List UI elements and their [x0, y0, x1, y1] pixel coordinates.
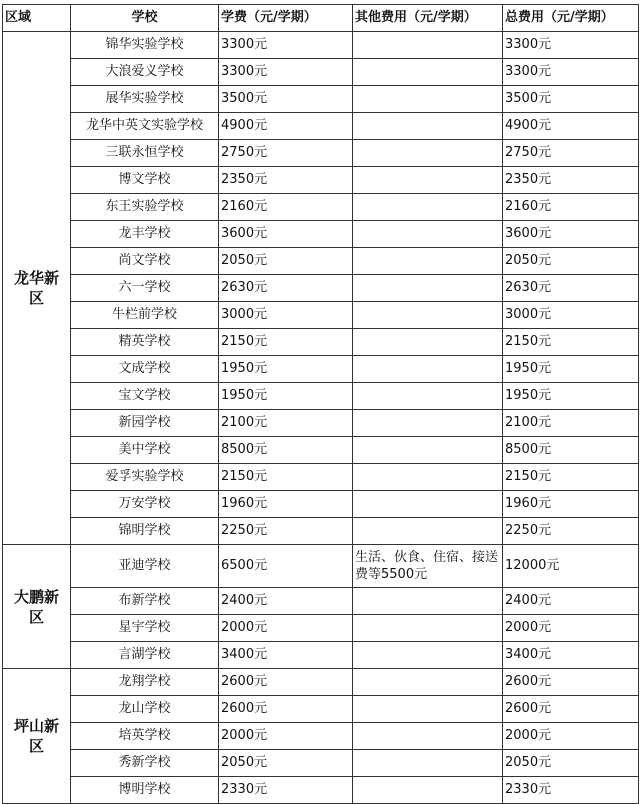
tuition-cell: 2000元	[219, 615, 353, 642]
other-fees-cell	[353, 275, 503, 302]
school-name-cell: 龙翔学校	[71, 669, 219, 696]
header-region: 区域	[3, 5, 71, 32]
tuition-cell: 2400元	[219, 588, 353, 615]
tuition-cell: 8500元	[219, 437, 353, 464]
header-other-fees: 其他费用（元/学期）	[353, 5, 503, 32]
total-fees-cell: 2050元	[503, 750, 639, 777]
tuition-cell: 3000元	[219, 302, 353, 329]
tuition-cell: 3300元	[219, 59, 353, 86]
tuition-cell: 2150元	[219, 464, 353, 491]
tuition-cell: 2600元	[219, 669, 353, 696]
total-fees-cell: 1950元	[503, 356, 639, 383]
other-fees-cell	[353, 302, 503, 329]
table-row	[3, 113, 639, 140]
other-fees-cell	[353, 588, 503, 615]
other-fees-cell	[353, 518, 503, 545]
other-fees-cell	[353, 777, 503, 804]
table-row	[3, 615, 639, 642]
total-fees-cell: 1960元	[503, 491, 639, 518]
other-fees-cell	[353, 750, 503, 777]
table-row	[3, 86, 639, 113]
other-fees-cell	[353, 167, 503, 194]
school-name-cell: 博文学校	[71, 167, 219, 194]
header-row	[3, 5, 639, 32]
other-fees-cell	[353, 32, 503, 59]
total-fees-cell: 2400元	[503, 588, 639, 615]
school-name-cell: 言湖学校	[71, 642, 219, 669]
table-row	[3, 588, 639, 615]
tuition-cell: 1950元	[219, 383, 353, 410]
table-row	[3, 383, 639, 410]
tuition-cell: 2050元	[219, 248, 353, 275]
other-fees-cell	[353, 410, 503, 437]
school-name-cell: 爱孚实验学校	[71, 464, 219, 491]
school-name-cell: 培英学校	[71, 723, 219, 750]
other-fees-cell	[353, 86, 503, 113]
tuition-cell: 6500元	[219, 545, 353, 588]
other-fees-cell	[353, 696, 503, 723]
table-row	[3, 464, 639, 491]
total-fees-cell: 3000元	[503, 302, 639, 329]
school-name-cell: 大浪爱义学校	[71, 59, 219, 86]
total-fees-cell: 4900元	[503, 113, 639, 140]
other-fees-cell	[353, 356, 503, 383]
table-row	[3, 696, 639, 723]
total-fees-cell: 2150元	[503, 464, 639, 491]
tuition-cell: 3500元	[219, 86, 353, 113]
total-fees-cell: 2000元	[503, 723, 639, 750]
table-row	[3, 669, 639, 696]
total-fees-cell: 1950元	[503, 383, 639, 410]
tuition-cell: 2100元	[219, 410, 353, 437]
school-name-cell: 尚文学校	[71, 248, 219, 275]
school-name-cell: 六一学校	[71, 275, 219, 302]
table-row	[3, 221, 639, 248]
tuition-cell: 3400元	[219, 642, 353, 669]
tuition-cell: 1960元	[219, 491, 353, 518]
other-fees-cell: 生活、伙食、住宿、接送费等5500元	[353, 545, 503, 588]
region-cell: 坪山新区	[3, 669, 71, 804]
header-tuition: 学费（元/学期）	[219, 5, 353, 32]
total-fees-cell: 2160元	[503, 194, 639, 221]
total-fees-cell: 3400元	[503, 642, 639, 669]
tuition-cell: 3600元	[219, 221, 353, 248]
school-name-cell: 龙山学校	[71, 696, 219, 723]
tuition-cell: 2350元	[219, 167, 353, 194]
other-fees-cell	[353, 464, 503, 491]
total-fees-cell: 3600元	[503, 221, 639, 248]
school-name-cell: 锦华实验学校	[71, 32, 219, 59]
other-fees-cell	[353, 329, 503, 356]
table-row	[3, 167, 639, 194]
school-name-cell: 精英学校	[71, 329, 219, 356]
total-fees-cell: 2330元	[503, 777, 639, 804]
tuition-cell: 2160元	[219, 194, 353, 221]
other-fees-cell	[353, 723, 503, 750]
total-fees-cell: 2630元	[503, 275, 639, 302]
table-row	[3, 491, 639, 518]
table-row	[3, 32, 639, 59]
table-row	[3, 194, 639, 221]
other-fees-cell	[353, 113, 503, 140]
total-fees-cell: 2150元	[503, 329, 639, 356]
tuition-cell: 3300元	[219, 32, 353, 59]
table-row	[3, 750, 639, 777]
tuition-cell: 2150元	[219, 329, 353, 356]
table-row	[3, 437, 639, 464]
table-row	[3, 248, 639, 275]
school-name-cell: 东王实验学校	[71, 194, 219, 221]
region-cell: 龙华新区	[3, 32, 71, 545]
table-row	[3, 410, 639, 437]
school-name-cell: 美中学校	[71, 437, 219, 464]
tuition-cell: 2000元	[219, 723, 353, 750]
school-name-cell: 亚迪学校	[71, 545, 219, 588]
header-school: 学校	[71, 5, 219, 32]
school-name-cell: 三联永恒学校	[71, 140, 219, 167]
tuition-cell: 1950元	[219, 356, 353, 383]
table-row	[3, 302, 639, 329]
tuition-cell: 2250元	[219, 518, 353, 545]
other-fees-cell	[353, 248, 503, 275]
other-fees-cell	[353, 491, 503, 518]
total-fees-cell: 2000元	[503, 615, 639, 642]
other-fees-cell	[353, 615, 503, 642]
tuition-cell: 2600元	[219, 696, 353, 723]
table-row	[3, 723, 639, 750]
header-total-fees: 总费用（元/学期）	[503, 5, 639, 32]
tuition-cell: 2630元	[219, 275, 353, 302]
other-fees-cell	[353, 437, 503, 464]
school-name-cell: 布新学校	[71, 588, 219, 615]
table-row	[3, 275, 639, 302]
school-name-cell: 展华实验学校	[71, 86, 219, 113]
other-fees-cell	[353, 642, 503, 669]
table-body	[3, 32, 639, 804]
table-row	[3, 545, 639, 588]
total-fees-cell: 3300元	[503, 59, 639, 86]
table-row	[3, 140, 639, 167]
other-fees-cell	[353, 383, 503, 410]
other-fees-cell	[353, 140, 503, 167]
table-row	[3, 642, 639, 669]
other-fees-cell	[353, 59, 503, 86]
table-row	[3, 777, 639, 804]
tuition-cell: 2750元	[219, 140, 353, 167]
school-name-cell: 文成学校	[71, 356, 219, 383]
tuition-cell: 2050元	[219, 750, 353, 777]
total-fees-cell: 8500元	[503, 437, 639, 464]
school-name-cell: 星宇学校	[71, 615, 219, 642]
tuition-cell: 4900元	[219, 113, 353, 140]
school-name-cell: 秀新学校	[71, 750, 219, 777]
total-fees-cell: 2600元	[503, 696, 639, 723]
total-fees-cell: 2050元	[503, 248, 639, 275]
school-name-cell: 锦明学校	[71, 518, 219, 545]
total-fees-cell: 2100元	[503, 410, 639, 437]
other-fees-cell	[353, 194, 503, 221]
total-fees-cell: 12000元	[503, 545, 639, 588]
school-name-cell: 博明学校	[71, 777, 219, 804]
table-row	[3, 59, 639, 86]
school-name-cell: 牛栏前学校	[71, 302, 219, 329]
total-fees-cell: 3500元	[503, 86, 639, 113]
total-fees-cell: 2750元	[503, 140, 639, 167]
school-name-cell: 宝文学校	[71, 383, 219, 410]
total-fees-cell: 3300元	[503, 32, 639, 59]
total-fees-cell: 2350元	[503, 167, 639, 194]
total-fees-cell: 2600元	[503, 669, 639, 696]
school-name-cell: 龙丰学校	[71, 221, 219, 248]
table-row	[3, 329, 639, 356]
school-name-cell: 新园学校	[71, 410, 219, 437]
school-name-cell: 万安学校	[71, 491, 219, 518]
school-fee-table	[2, 4, 639, 804]
other-fees-cell	[353, 221, 503, 248]
total-fees-cell: 2250元	[503, 518, 639, 545]
tuition-cell: 2330元	[219, 777, 353, 804]
other-fees-cell	[353, 669, 503, 696]
table-row	[3, 518, 639, 545]
region-cell: 大鹏新区	[3, 545, 71, 669]
school-name-cell: 龙华中英文实验学校	[71, 113, 219, 140]
table-row	[3, 356, 639, 383]
